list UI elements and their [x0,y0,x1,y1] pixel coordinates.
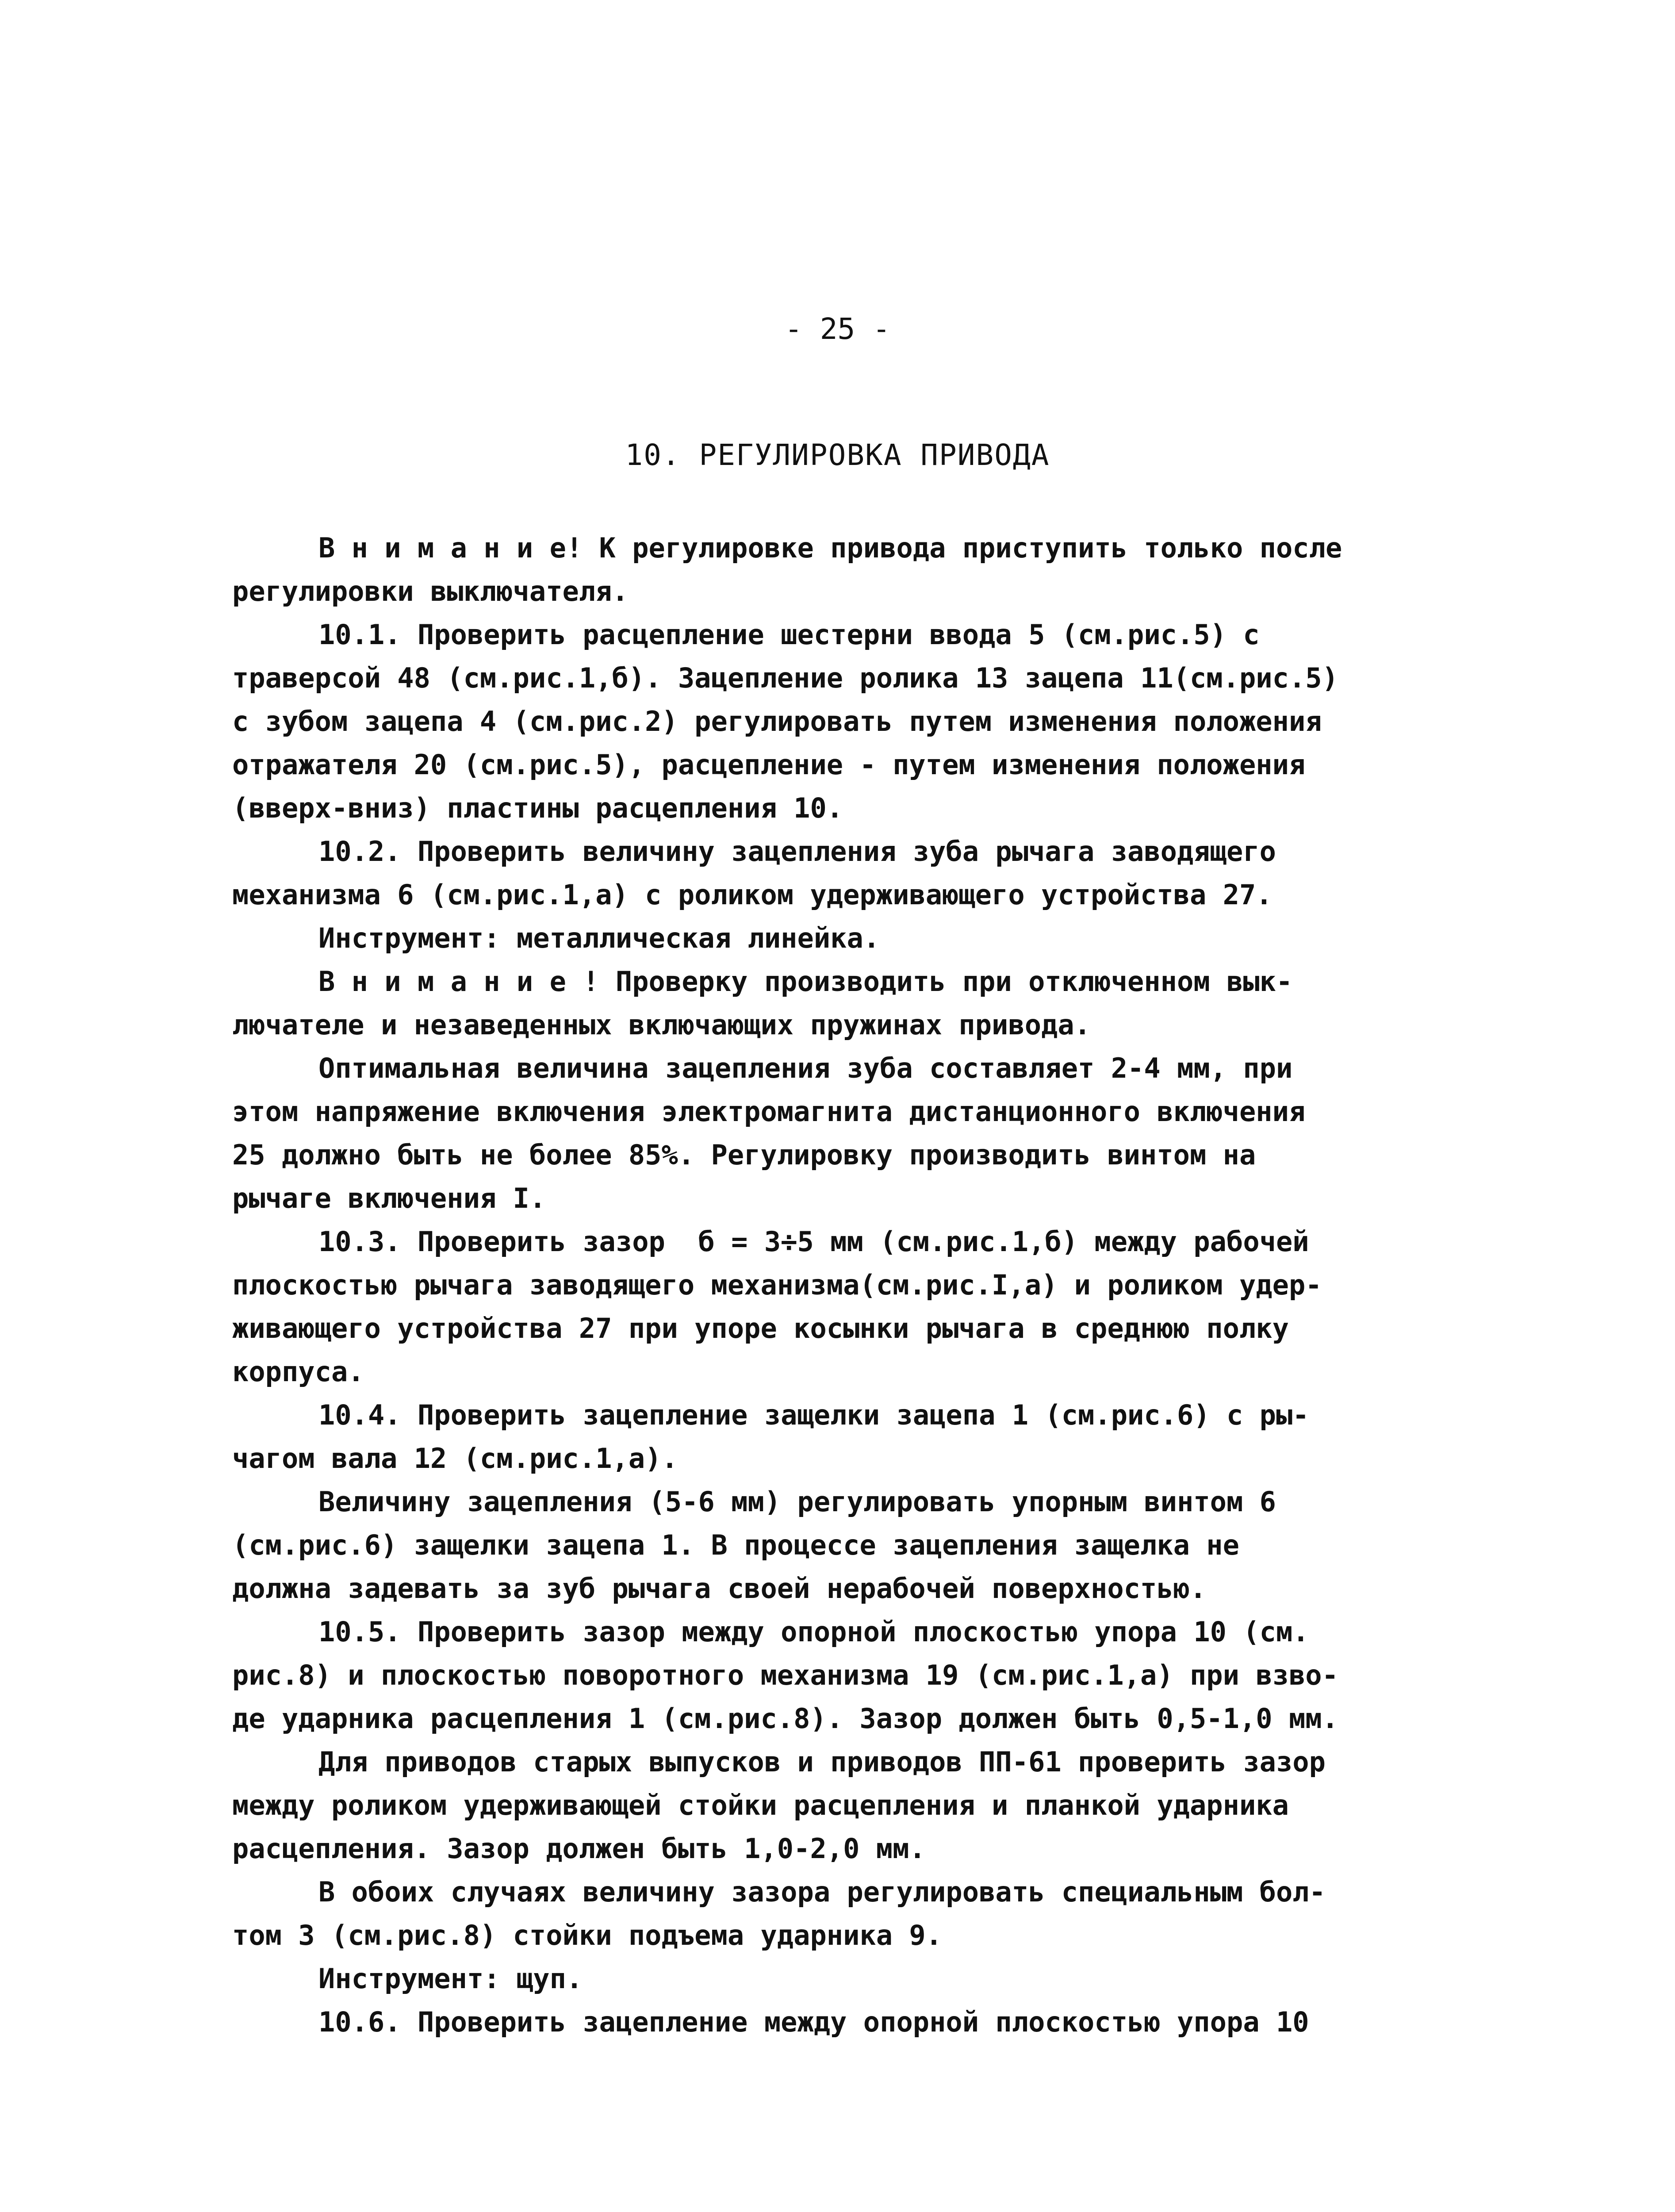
text-line: Оптимальная величина зацепления зуба составляет 2-4 мм, при [318,1052,1293,1084]
text-line: В н и м а н и е ! Проверку производить при отключенном вык- [318,965,1293,998]
body-text [232,526,1426,2044]
text-line: отражателя 20 (см.рис.5), расцепление - путем изменения положения [232,749,1306,781]
text-line: плоскостью рычага заводящего механизма(см.рис.I,а) и роликом удер- [232,1269,1322,1301]
text-line: 10.2. Проверить величину зацепления зуба рычага заводящего [318,835,1276,868]
text-line: между роликом удерживающей стойки расцепления и планкой ударника [232,1789,1289,1821]
text-line: 10.4. Проверить зацепление защелки зацепа 1 (см.рис.6) с ры- [318,1399,1309,1431]
text-line: 25 должно быть не более 85%. Регулировку производить винтом на [232,1139,1256,1171]
text-line: механизма 6 (см.рис.1,а) с роликом удерживающего устройства 27. [232,879,1273,911]
text-line: Для приводов старых выпусков и приводов ПП-61 проверить зазор [318,1746,1326,1778]
text-line: де ударника расцепления 1 (см.рис.8). Зазор должен быть 0,5-1,0 мм. [232,1702,1338,1735]
text-line: корпуса. [232,1356,364,1388]
text-line: 10.3. Проверить зазор б = 3÷5 мм (см.рис.1,б) между рабочей [318,1225,1309,1258]
text-line: рис.8) и плоскостью поворотного механизма 19 (см.рис.1,а) при взво- [232,1659,1338,1691]
text-line: Инструмент: щуп. [318,1962,583,1995]
text-line: 10.5. Проверить зазор между опорной плоскостью упора 10 (см. [318,1616,1309,1648]
text-line: лючателе и незаведенных включающих пружинах привода. [232,1009,1091,1041]
text-line: 10.6. Проверить зацепление между опорной плоскостью упора 10 [318,2006,1309,2038]
text-line: рычаге включения I. [232,1182,546,1214]
text-line: с зубом зацепа 4 (см.рис.2) регулировать путем изменения положения [232,705,1322,737]
text-line: расцепления. Зазор должен быть 1,0-2,0 мм. [232,1832,926,1865]
text-line: живающего устройства 27 при упоре косынки рычага в среднюю полку [232,1312,1289,1344]
page-number: - 25 - [785,312,890,346]
text-line: том 3 (см.рис.8) стойки подъема ударника 9. [232,1919,943,1951]
text-line: должна задевать за зуб рычага своей нерабочей поверхностью. [232,1572,1207,1605]
text-line: Инструмент: металлическая линейка. [318,922,880,954]
text-line: 10.1. Проверить расцепление шестерни ввода 5 (см.рис.5) с [318,618,1260,651]
text-line: (см.рис.6) защелки зацепа 1. В процессе зацепления защелка не [232,1529,1239,1561]
text-line: чагом вала 12 (см.рис.1,а). [232,1442,678,1475]
text-line: В н и м а н и е! К регулировке привода приступить только после [318,532,1342,564]
text-line: этом напряжение включения электромагнита дистанционного включения [232,1095,1306,1128]
text-line: траверсой 48 (см.рис.1,б). Зацепление ролика 13 зацепа 11(см.рис.5) [232,662,1338,694]
text-line: В обоих случаях величину зазора регулировать специальным бол- [318,1876,1326,1908]
text-line: регулировки выключателя. [232,575,629,607]
text-line: Величину зацепления (5-6 мм) регулировать упорным винтом 6 [318,1486,1276,1518]
text-line: (вверх-вниз) пластины расцепления 10. [232,792,843,824]
section-title: 10. РЕГУЛИРОВКА ПРИВОДА [625,438,1050,472]
